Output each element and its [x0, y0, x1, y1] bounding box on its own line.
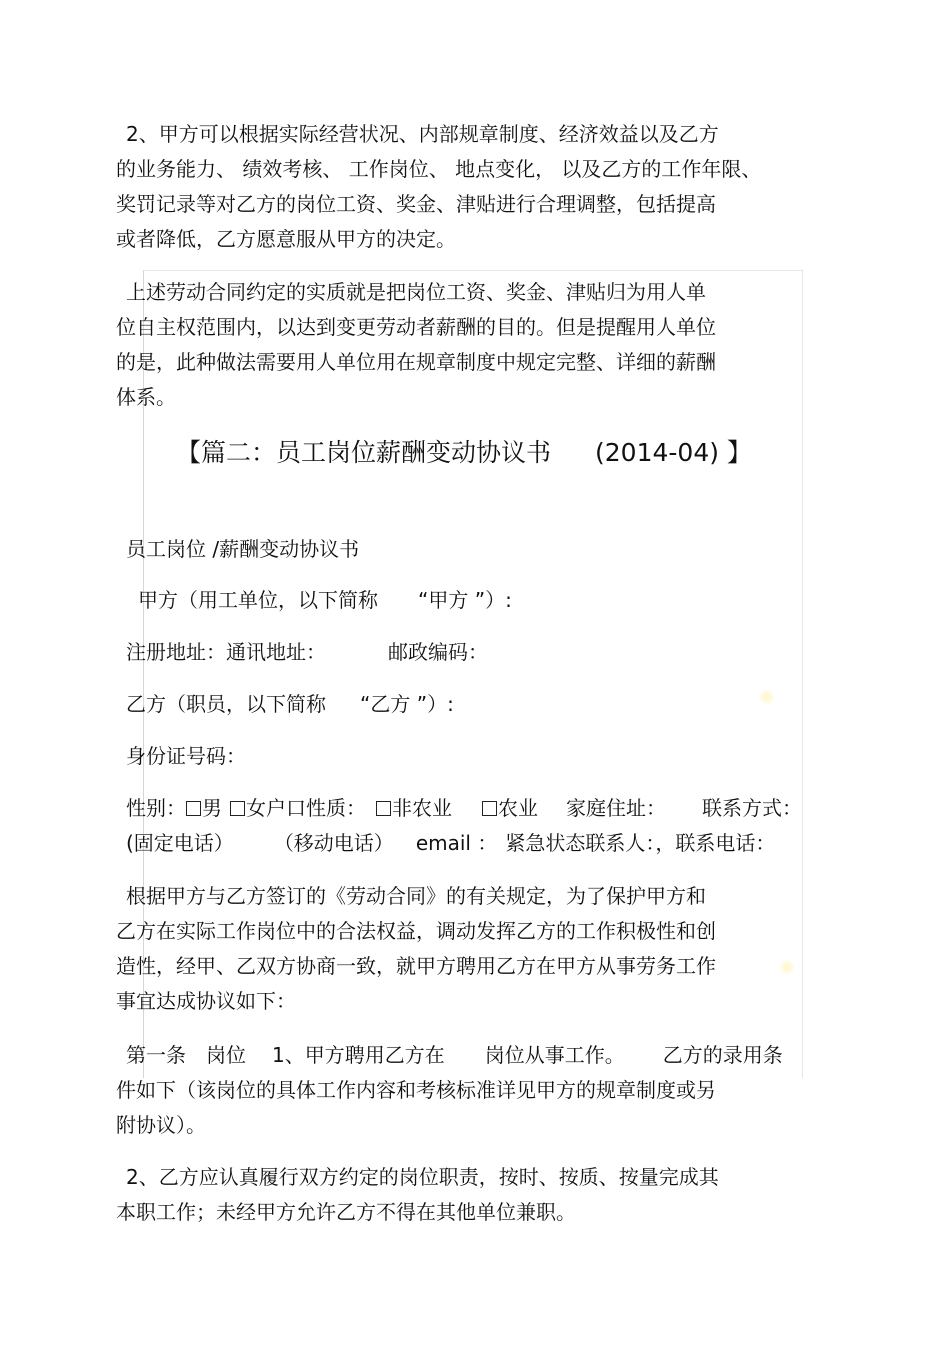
- form-title: 员工岗位 /薪酬变动协议书: [126, 537, 360, 561]
- gender-label: 性别：: [126, 796, 186, 820]
- text-line: 根据甲方与乙方签订的《劳动合同》的有关规定，为了保护甲方和: [126, 884, 706, 908]
- party-a-label: 甲方（用工单位，以下简称: [138, 588, 378, 612]
- hukou-label: 户口性质：: [266, 796, 366, 820]
- paragraph-salary-adjustment: [116, 117, 836, 257]
- agricultural-label: 农业: [498, 796, 538, 820]
- article-clause-conditions: 乙方的录用条: [662, 1043, 783, 1067]
- home-address-label: 家庭住址：: [566, 796, 666, 820]
- paragraph-duties: [116, 1160, 836, 1230]
- text-line: 或者降低，乙方愿意服从甲方的决定。: [116, 227, 456, 251]
- text-line: 附协议）。: [116, 1113, 206, 1137]
- id-number-label: 身份证号码：: [126, 744, 246, 768]
- female-label: 女: [246, 796, 266, 820]
- section-heading: [176, 433, 752, 473]
- text-line: 本职工作；未经甲方允许乙方不得在其他单位兼职。: [116, 1200, 576, 1224]
- article-1-line: [116, 1038, 836, 1073]
- paragraph-agreement-basis: [116, 879, 836, 1019]
- article-clause: 1、甲方聘用乙方在: [272, 1043, 445, 1067]
- email-label: email ：: [415, 831, 498, 855]
- non-agricultural-label: 非农业: [392, 796, 452, 820]
- phone-line: [126, 828, 775, 858]
- heading-date: (2014-04) 】: [595, 438, 752, 467]
- address-line: [126, 637, 488, 667]
- paragraph-contract-note: [116, 275, 836, 415]
- personal-info-line: [126, 793, 802, 823]
- female-checkbox[interactable]: [230, 801, 245, 816]
- article-number: 第一条: [126, 1043, 186, 1067]
- male-checkbox[interactable]: [186, 801, 201, 816]
- emergency-contact-label: 紧急状态联系人：，联系电话：: [505, 831, 776, 855]
- text-line: 奖罚记录等对乙方的岗位工资、奖金、津贴进行合理调整，包括提高: [116, 192, 716, 216]
- text-line: 位自主权范围内，以达到变更劳动者薪酬的目的。但是提醒用人单位: [116, 315, 716, 339]
- address-label: 注册地址：通讯地址：: [126, 640, 326, 664]
- party-b-line: [126, 689, 454, 719]
- text-line: 的是，此种做法需要用人单位用在规章制度中规定完整、详细的薪酬: [116, 350, 716, 374]
- male-label: 男: [202, 796, 222, 820]
- party-a-alias: “甲方 ”）:: [418, 588, 512, 612]
- article-clause-position: 岗位从事工作。: [484, 1043, 625, 1067]
- agricultural-checkbox[interactable]: [482, 801, 497, 816]
- text-line: 件如下（该岗位的具体工作内容和考核标准详见甲方的规章制度或另: [116, 1078, 716, 1102]
- scan-mark: [760, 690, 774, 704]
- text-line: 2、甲方可以根据实际经营状况、内部规章制度、经济效益以及乙方: [126, 122, 719, 146]
- text-line: 的业务能力、 绩效考核、 工作岗位、 地点变化， 以及乙方的工作年限、: [116, 157, 762, 181]
- article-1: [116, 1038, 836, 1143]
- text-line: 2、乙方应认真履行双方约定的岗位职责，按时、按质、按量完成其: [126, 1165, 719, 1189]
- party-a-line: [138, 585, 512, 615]
- text-line: 上述劳动合同约定的实质就是把岗位工资、奖金、津贴归为用人单: [126, 280, 706, 304]
- text-line: 事宜达成协议如下：: [116, 989, 296, 1013]
- text-line: 乙方在实际工作岗位中的合法权益，调动发挥乙方的工作积极性和创: [116, 919, 716, 943]
- fixed-phone-label: (固定电话）: [126, 831, 234, 855]
- text-line: 造性，经甲、乙双方协商一致，就甲方聘用乙方在甲方从事劳务工作: [116, 954, 716, 978]
- mobile-phone-label: （移动电话）: [273, 831, 394, 855]
- non-agricultural-checkbox[interactable]: [376, 801, 391, 816]
- party-b-label: 乙方（职员，以下简称: [126, 692, 326, 716]
- postcode-label: 邮政编码：: [388, 640, 488, 664]
- article-topic: 岗位: [206, 1043, 246, 1067]
- text-line: 体系。: [116, 385, 176, 409]
- heading-main: 【篇二：员工岗位薪酬变动协议书: [176, 438, 552, 467]
- party-b-alias: “乙方 ”）:: [360, 692, 454, 716]
- contact-label: 联系方式：: [702, 796, 802, 820]
